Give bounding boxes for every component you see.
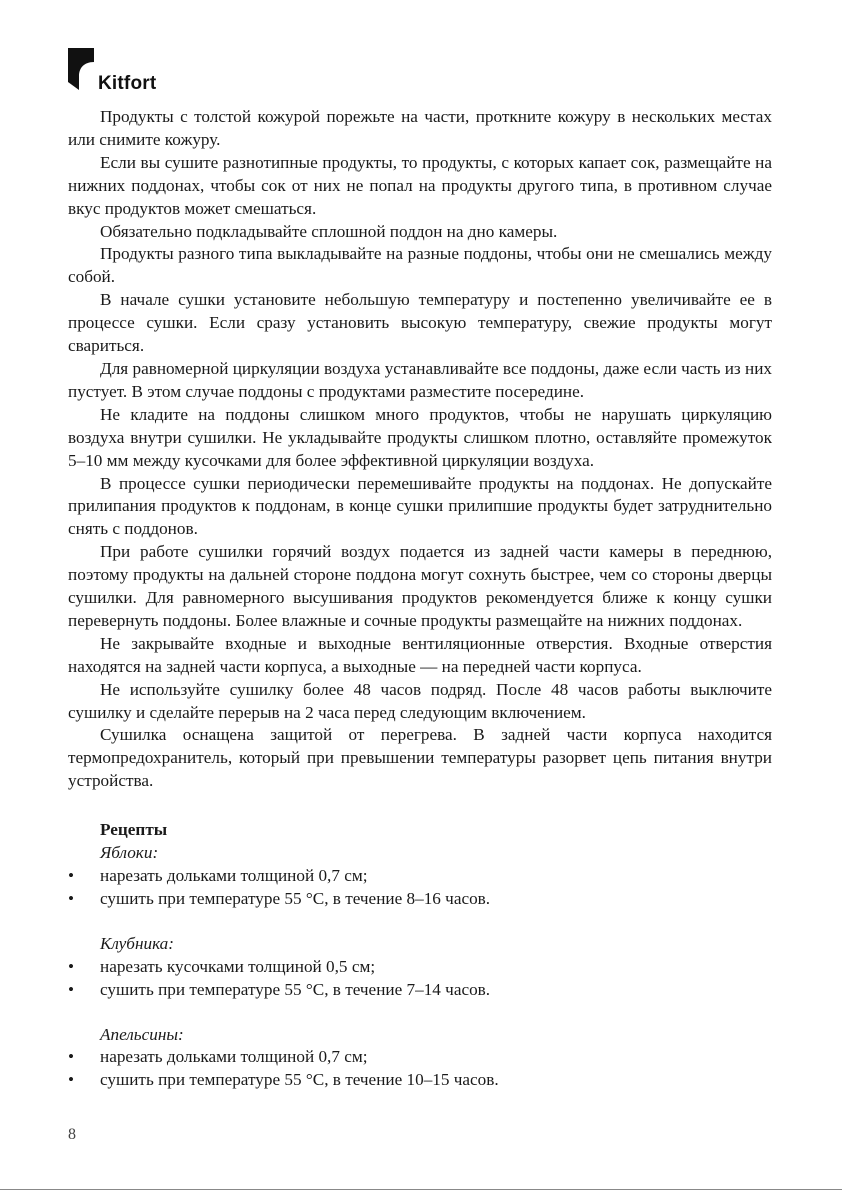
paragraph: Если вы сушите разнотипные продукты, то продукты, с которых капает сок, размещайте на нижних поддонах, чтобы сок от них не попал на продукты другого типа, в противном случае вкус продуктов может смешаться.	[68, 152, 772, 218]
page-number: 8	[68, 1126, 76, 1143]
bottom-divider	[0, 1189, 842, 1190]
recipe-steps	[68, 956, 772, 1002]
bullet: •	[68, 979, 75, 999]
paragraph: Продукты разного типа выкладывайте на разные поддоны, чтобы они не смешались между собой.	[68, 244, 772, 287]
paragraph: Для равномерной циркуляции воздуха устанавливайте все поддоны, даже если часть из них пустует. В этом случае поддоны с продуктами разместите посередине.	[68, 358, 772, 401]
paragraph: При работе сушилки горячий воздух подается из задней части камеры в переднюю, поэтому продукты на дальней стороне поддона могут сохнуть быстрее, чем со стороны дверцы сушилки. Для равномерного высушивания продуктов рекомендуется ближе к концу сушки перевернуть поддоны. Более влажные и сочные продукты размещайте на нижних поддонах.	[68, 542, 772, 630]
recipe-steps	[68, 865, 772, 911]
paragraph: Обязательно подкладывайте сплошной поддон на дно камеры.	[100, 221, 558, 241]
step-text: сушить при температуре 55 °C, в течение 8–16 часов.	[100, 888, 491, 908]
list-item	[68, 1069, 772, 1092]
paragraph: Продукты с толстой кожурой порежьте на части, проткните кожуру в нескольких местах или снимите кожуру.	[68, 107, 772, 149]
list-item	[68, 979, 772, 1002]
bullet: •	[68, 866, 75, 885]
bullet: •	[68, 1047, 75, 1067]
brand-name: Kitfort	[98, 73, 157, 94]
recipes-section	[68, 819, 772, 1092]
bullet: •	[68, 956, 75, 976]
recipe-name: Яблоки:	[100, 843, 159, 863]
list-item	[68, 956, 772, 979]
step-text: сушить при температуре 55 °C, в течение 10–15 часов.	[100, 1070, 499, 1090]
paragraph: Не используйте сушилку более 48 часов подряд. После 48 часов работы выключите сушилку и сделайте перерыв на 2 часа перед следующим включением.	[68, 679, 772, 722]
paragraph: В начале сушки установите небольшую температуру и постепенно увеличивайте ее в процессе сушки. Если сразу установить высокую температуру, свежие продукты могут свариться.	[68, 290, 772, 356]
step-text: нарезать дольками толщиной 0,7 см;	[100, 1047, 368, 1067]
paragraph: Сушилка оснащена защитой от перегрева. В задней части корпуса находится термопредохранитель, который при превышении температуры разорвет цепь питания внутри устройства.	[68, 725, 772, 791]
recipe-strawberry	[68, 933, 772, 1002]
brand-logo	[68, 48, 188, 94]
recipe-name: Клубника:	[100, 933, 175, 953]
bullet: •	[68, 1070, 75, 1090]
list-item	[68, 888, 772, 911]
recipes-title: Рецепты	[100, 820, 168, 840]
paragraph: Не закрывайте входные и выходные вентиляционные отверстия. Входные отверстия находятся на задней части корпуса, а выходные — на передней части корпуса.	[68, 633, 772, 676]
list-item	[68, 1046, 772, 1069]
recipe-steps	[68, 1046, 772, 1092]
bullet: •	[68, 888, 75, 908]
step-text: сушить при температуре 55 °C, в течение 7–14 часов.	[100, 979, 491, 999]
paragraph: Не кладите на поддоны слишком много продуктов, чтобы не нарушать циркуляцию воздуха внутри сушилки. Не укладывайте продукты слишком плотно, оставляйте промежуток 5–10 мм между кусочками для более эффективной циркуляции воздуха.	[68, 404, 772, 470]
kitfort-logo-icon	[68, 48, 94, 90]
instructions-text	[68, 106, 772, 793]
page-content	[68, 106, 772, 1114]
recipe-apples	[68, 842, 772, 911]
list-item	[68, 865, 772, 888]
step-text: нарезать дольками толщиной 0,7 см;	[100, 866, 368, 885]
paragraph: В процессе сушки периодически перемешивайте продукты на поддонах. Не допускайте прилипания продуктов к поддонам, в конце сушки прилипшие продукты будет затруднительно снять с поддонов.	[68, 473, 772, 539]
recipe-oranges	[68, 1024, 772, 1093]
step-text: нарезать кусочками толщиной 0,5 см;	[100, 956, 376, 976]
recipe-name: Апельсины:	[100, 1024, 184, 1044]
